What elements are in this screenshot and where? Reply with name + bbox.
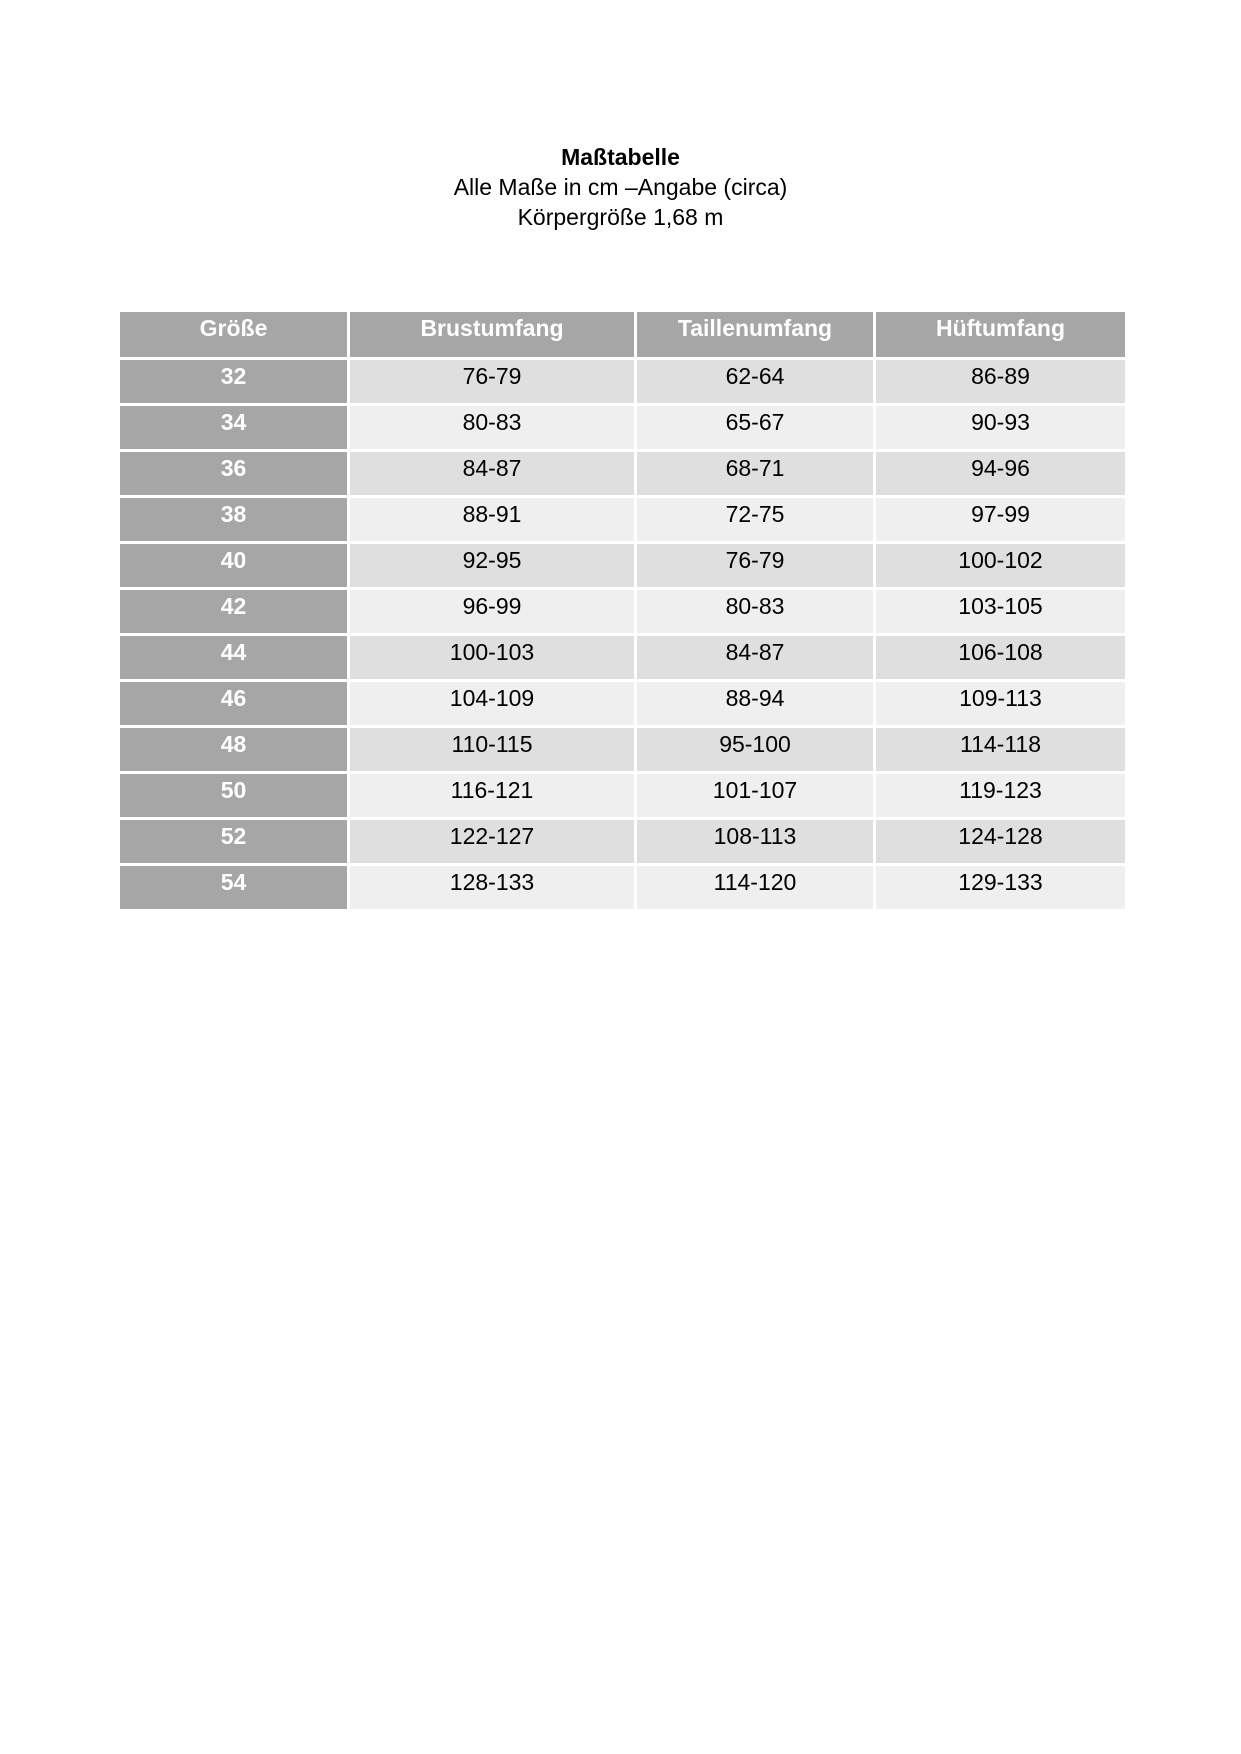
cell-hip: 94-96 [876, 452, 1125, 495]
cell-hip: 119-123 [876, 774, 1125, 817]
cell-bust: 88-91 [350, 498, 634, 541]
cell-size: 50 [120, 774, 347, 817]
cell-waist: 62-64 [637, 360, 873, 403]
cell-hip: 90-93 [876, 406, 1125, 449]
cell-bust: 84-87 [350, 452, 634, 495]
cell-bust: 116-121 [350, 774, 634, 817]
cell-bust: 92-95 [350, 544, 634, 587]
cell-size: 36 [120, 452, 347, 495]
cell-waist: 65-67 [637, 406, 873, 449]
table-row [120, 544, 1125, 587]
cell-size: 38 [120, 498, 347, 541]
cell-bust: 104-109 [350, 682, 634, 725]
cell-bust: 122-127 [350, 820, 634, 863]
table-row [120, 590, 1125, 633]
table-row [120, 774, 1125, 817]
document-header [0, 142, 1241, 232]
table-body [120, 360, 1125, 909]
subtitle-units: Alle Maße in cm –Angabe (circa) [453, 174, 788, 200]
cell-hip: 114-118 [876, 728, 1125, 771]
cell-bust: 80-83 [350, 406, 634, 449]
table-row [120, 728, 1125, 771]
table-row [120, 820, 1125, 863]
table-row [120, 360, 1125, 403]
column-header-hip: Hüftumfang [876, 312, 1125, 357]
table-row [120, 406, 1125, 449]
cell-size: 42 [120, 590, 347, 633]
cell-size: 46 [120, 682, 347, 725]
column-header-waist: Taillenumfang [637, 312, 873, 357]
cell-bust: 76-79 [350, 360, 634, 403]
cell-hip: 124-128 [876, 820, 1125, 863]
cell-hip: 97-99 [876, 498, 1125, 541]
table-row [120, 682, 1125, 725]
cell-waist: 84-87 [637, 636, 873, 679]
table-header [120, 312, 1125, 357]
size-chart-table [117, 309, 1128, 912]
cell-waist: 95-100 [637, 728, 873, 771]
cell-waist: 88-94 [637, 682, 873, 725]
table-row [120, 452, 1125, 495]
table-row [120, 636, 1125, 679]
cell-hip: 103-105 [876, 590, 1125, 633]
cell-waist: 108-113 [637, 820, 873, 863]
cell-size: 40 [120, 544, 347, 587]
page-title: Maßtabelle [561, 144, 680, 170]
cell-waist: 101-107 [637, 774, 873, 817]
cell-waist: 80-83 [637, 590, 873, 633]
column-header-size: Größe [120, 312, 347, 357]
cell-size: 54 [120, 866, 347, 909]
cell-bust: 110-115 [350, 728, 634, 771]
table-row [120, 498, 1125, 541]
table-row [120, 866, 1125, 909]
cell-size: 32 [120, 360, 347, 403]
cell-hip: 86-89 [876, 360, 1125, 403]
cell-bust: 128-133 [350, 866, 634, 909]
header-row [120, 312, 1125, 357]
cell-waist: 76-79 [637, 544, 873, 587]
cell-hip: 100-102 [876, 544, 1125, 587]
cell-hip: 109-113 [876, 682, 1125, 725]
column-header-bust: Brustumfang [350, 312, 634, 357]
cell-size: 44 [120, 636, 347, 679]
cell-size: 52 [120, 820, 347, 863]
cell-bust: 100-103 [350, 636, 634, 679]
subtitle-body-height: Körpergröße 1,68 m [517, 204, 724, 230]
cell-size: 48 [120, 728, 347, 771]
cell-waist: 68-71 [637, 452, 873, 495]
cell-hip: 106-108 [876, 636, 1125, 679]
cell-waist: 72-75 [637, 498, 873, 541]
cell-hip: 129-133 [876, 866, 1125, 909]
cell-waist: 114-120 [637, 866, 873, 909]
cell-bust: 96-99 [350, 590, 634, 633]
cell-size: 34 [120, 406, 347, 449]
